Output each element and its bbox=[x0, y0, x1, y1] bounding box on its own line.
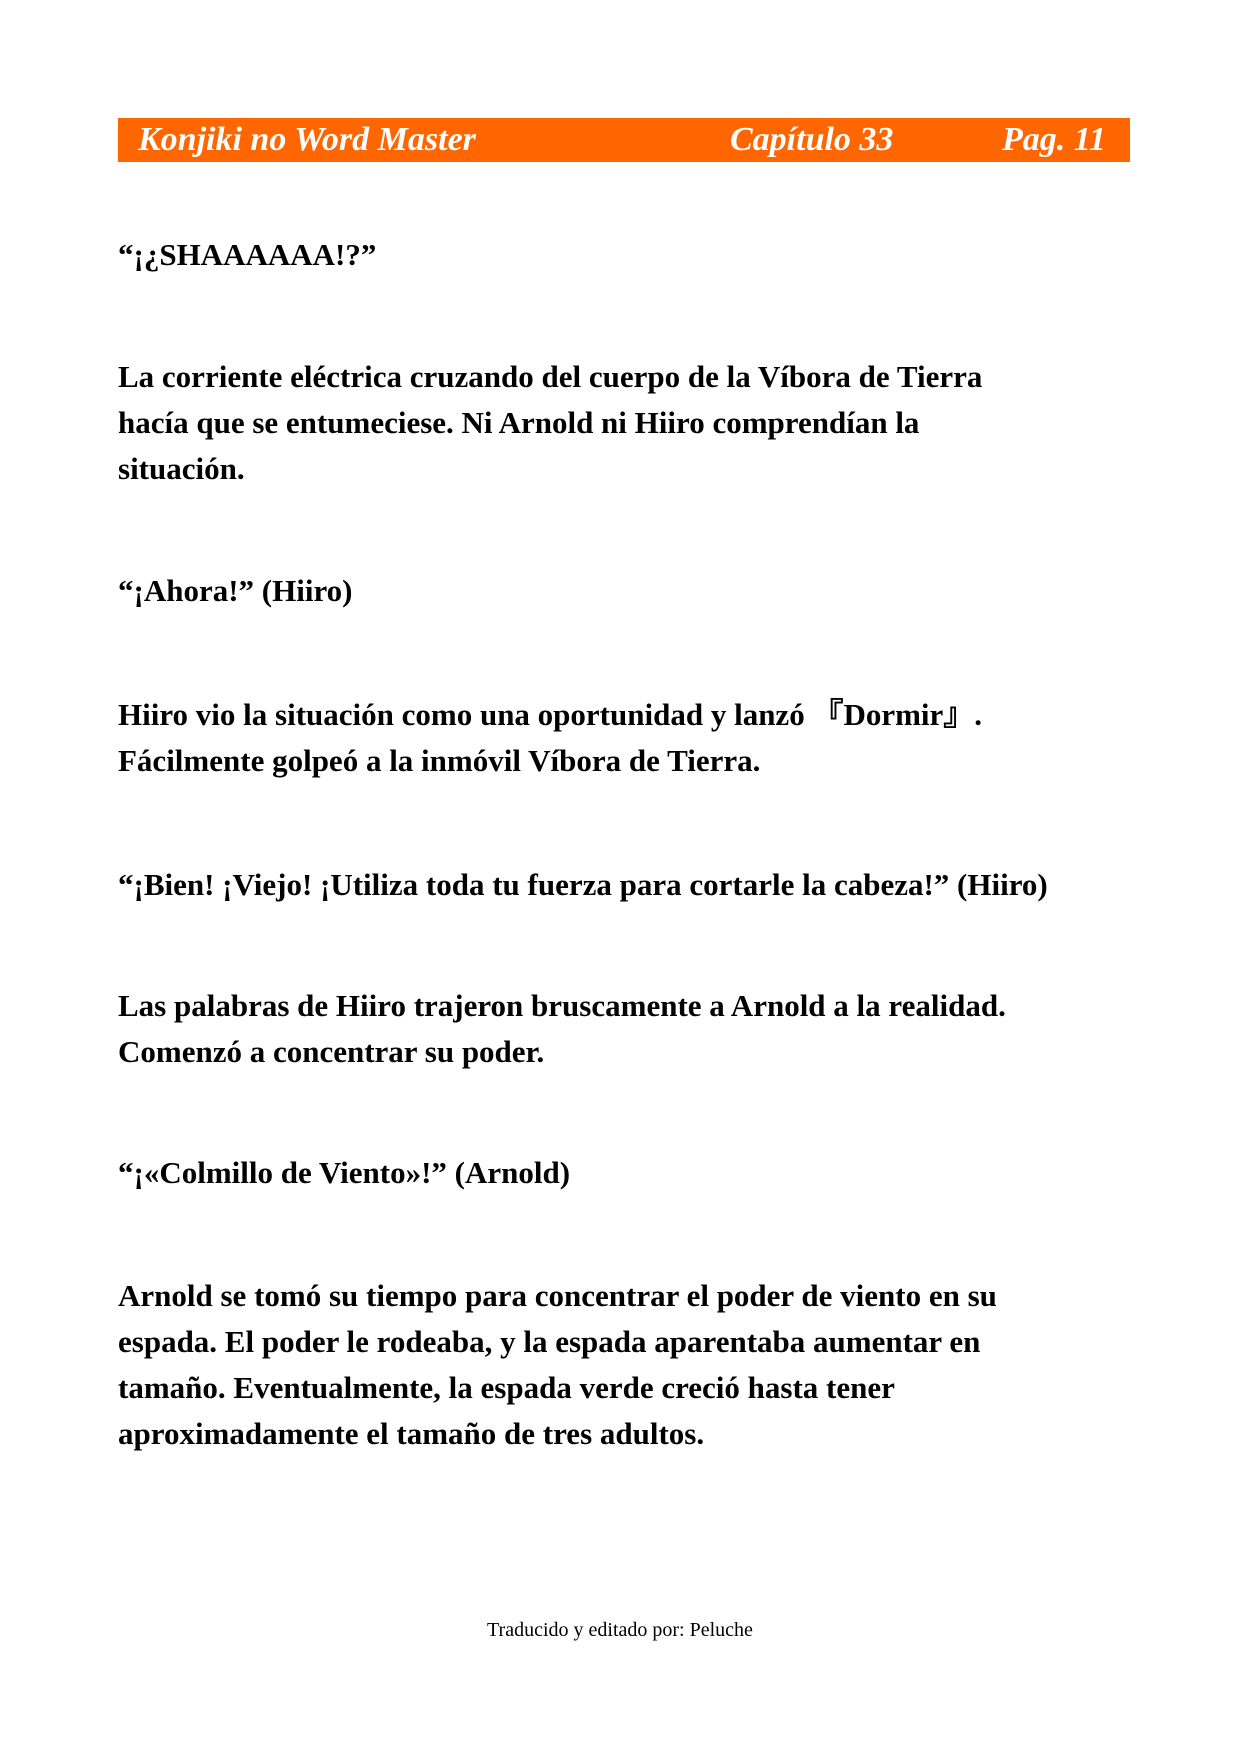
text-line: hacía que se entumeciese. Ni Arnold ni Hiiro comprendían la bbox=[118, 405, 920, 440]
text-line: Hiiro vio la situación como una oportunidad y lanzó 『Dormir』. bbox=[118, 697, 983, 732]
dialogue-paragraph bbox=[118, 232, 1133, 278]
dialogue-paragraph bbox=[118, 1150, 1133, 1196]
chapter-label: Capítulo 33 bbox=[730, 121, 894, 158]
book-title: Konjiki no Word Master bbox=[138, 121, 476, 158]
narration-paragraph bbox=[118, 692, 1133, 784]
text-line: Las palabras de Hiiro trajeron bruscamente a Arnold a la realidad. bbox=[118, 988, 1006, 1023]
narration-paragraph bbox=[118, 354, 1133, 492]
page-number: Pag. 11 bbox=[1002, 121, 1106, 158]
narration-paragraph bbox=[118, 1273, 1133, 1457]
text-line: “¡Ahora!” (Hiiro) bbox=[118, 573, 353, 608]
text-line: situación. bbox=[118, 451, 245, 486]
text-line: “¡Bien! ¡Viejo! ¡Utiliza toda tu fuerza para cortarle la cabeza!” (Hiiro) bbox=[118, 867, 1048, 902]
text-line: aproximadamente el tamaño de tres adultos. bbox=[118, 1416, 705, 1451]
page-header bbox=[118, 118, 1130, 162]
text-line: espada. El poder le rodeaba, y la espada aparentaba aumentar en bbox=[118, 1324, 981, 1359]
text-line: tamaño. Eventualmente, la espada verde creció hasta tener bbox=[118, 1370, 895, 1405]
text-line: La corriente eléctrica cruzando del cuerpo de la Víbora de Tierra bbox=[118, 359, 983, 394]
text-line: Fácilmente golpeó a la inmóvil Víbora de Tierra. bbox=[118, 743, 761, 778]
text-line: Arnold se tomó su tiempo para concentrar el poder de viento en su bbox=[118, 1278, 997, 1313]
dialogue-paragraph bbox=[118, 862, 1133, 908]
text-line: “¡¿SHAAAAAA!?” bbox=[118, 237, 377, 272]
narration-paragraph bbox=[118, 983, 1133, 1075]
translator-credit: Traducido y editado por: Peluche bbox=[487, 1619, 753, 1641]
dialogue-paragraph bbox=[118, 568, 1133, 614]
text-line: Comenzó a concentrar su poder. bbox=[118, 1034, 545, 1069]
text-line: “¡«Colmillo de Viento»!” (Arnold) bbox=[118, 1155, 571, 1190]
